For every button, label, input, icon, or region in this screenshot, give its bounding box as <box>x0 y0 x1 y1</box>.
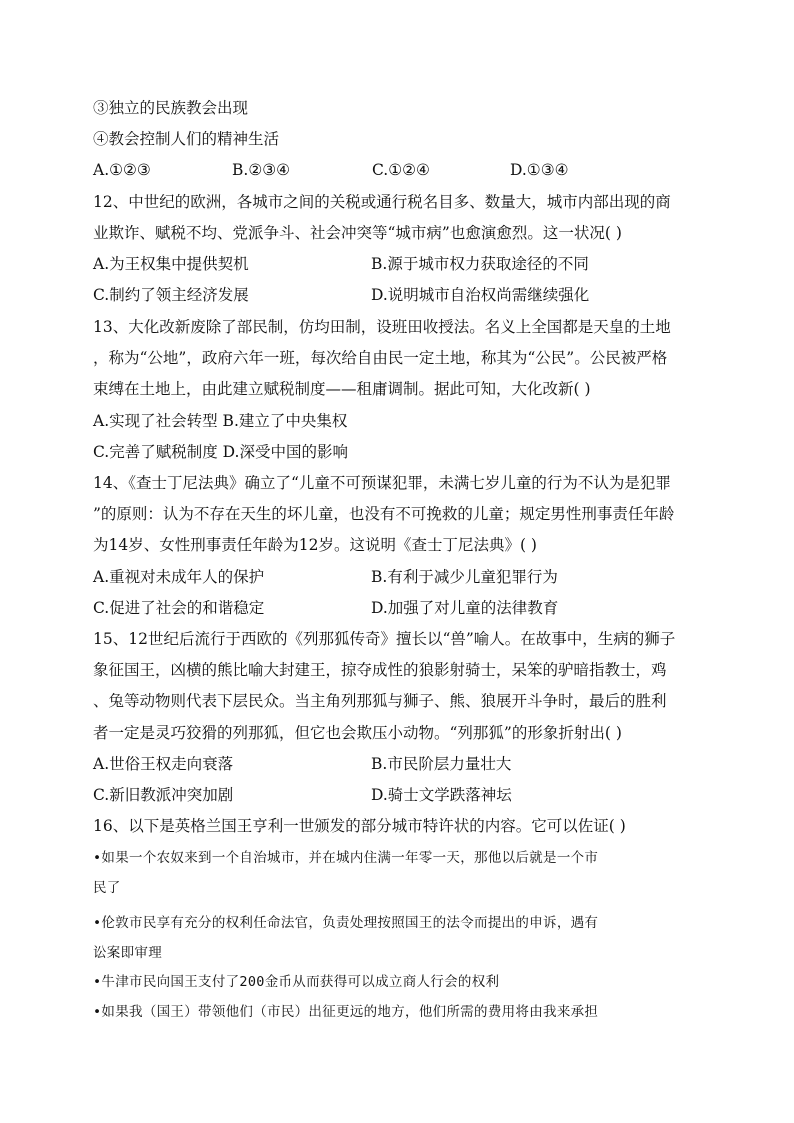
q15-options-row-1 <box>93 753 693 775</box>
q16-quote-1-line-1: •如果一个农奴来到一个自治城市，并在城内住满一年零一天，那他以后就是一个市 <box>93 850 599 866</box>
q11-option-c[interactable]: C.①②④ <box>372 161 430 179</box>
q14-option-c[interactable]: C.促进了社会的和谐稳定 <box>93 599 265 617</box>
q12-options-row-2 <box>93 284 693 306</box>
q11-option-d[interactable]: D.①③④ <box>510 161 569 179</box>
q14-options-row-1 <box>93 566 693 588</box>
q14-options-row-2 <box>93 597 693 619</box>
q11-statement-3: ③独立的民族教会出现 <box>93 99 249 117</box>
q15-stem-line-2: 象征国王，凶横的熊比喻大封建王，掠夺成性的狼影射骑士，呆笨的驴暗指教士，鸡 <box>93 661 667 679</box>
q15-option-a[interactable]: A.世俗王权走向衰落 <box>93 755 234 773</box>
q13-options-row-2[interactable]: C.完善了赋税制度 D.深受中国的影响 <box>93 443 348 461</box>
q15-option-d[interactable]: D.骑士文学跌落神坛 <box>371 786 512 804</box>
q14-stem-line-2: ”的原则：认为不存在天生的坏儿童，也没有不可挽救的儿童；规定男性刑事责任年龄 <box>93 505 675 523</box>
q14-stem-line-1: 14、《查士丁尼法典》确立了“儿童不可预谋犯罪，未满七岁儿童的行为不认为是犯罪 <box>93 474 671 492</box>
q13-stem-line-1: 13、大化改新废除了部民制，仿均田制，设班田收授法。名义上全国都是天皇的土地 <box>93 318 671 336</box>
q12-option-c[interactable]: C.制约了领主经济发展 <box>93 286 249 304</box>
q16-quote-1-line-2: 民了 <box>93 880 121 896</box>
q16-quote-3: •牛津市民向国王支付了200金币从而获得可以成立商人行会的权利 <box>93 974 500 990</box>
q12-stem-line-2: 业欺诈、赋税不均、党派争斗、社会冲突等“城市病”也愈演愈烈。这一状况( ) <box>93 224 622 242</box>
q12-options-row-1 <box>93 253 693 275</box>
q14-option-d[interactable]: D.加强了对儿童的法律教育 <box>371 599 559 617</box>
q13-stem-line-2: ，称为“公地”，政府六年一班，每次给自由民一定土地，称其为“公民”。公民被严格 <box>93 349 668 367</box>
q13-stem-line-3: 束缚在土地上，由此建立赋税制度——租庸调制。据此可知，大化改新( ) <box>93 380 591 398</box>
q12-stem-line-1: 12、中世纪的欧洲，各城市之间的关税或通行税名目多、数量大，城市内部出现的商 <box>93 193 671 211</box>
q14-option-a[interactable]: A.重视对未成年人的保护 <box>93 568 265 586</box>
q13-options-row-1[interactable]: A.实现了社会转型 B.建立了中央集权 <box>93 412 348 430</box>
q12-option-a[interactable]: A.为王权集中提供契机 <box>93 255 249 273</box>
q14-option-b[interactable]: B.有利于减少儿童犯罪行为 <box>371 568 558 586</box>
q15-stem-line-1: 15、12世纪后流行于西欧的《列那狐传奇》擅长以“兽”喻人。在故事中，生病的狮子 <box>93 630 676 648</box>
q15-stem-line-3: 、兔等动物则代表下层民众。当主角列那狐与狮子、熊、狼展开斗争时，最后的胜利 <box>93 692 667 710</box>
q11-option-a[interactable]: A.①②③ <box>93 161 151 179</box>
q11-options <box>93 159 693 181</box>
q15-option-b[interactable]: B.市民阶层力量壮大 <box>371 755 512 773</box>
q16-stem: 16、以下是英格兰国王亨利一世颁发的部分城市特许状的内容。它可以佐证( ) <box>93 817 626 835</box>
q15-stem-line-4: 者一定是灵巧狡猾的列那狐，但它也会欺压小动物。“列那狐”的形象折射出( ) <box>93 724 622 742</box>
q11-option-b[interactable]: B.②③④ <box>232 161 291 179</box>
q16-quote-4: •如果我（国王）带领他们（市民）出征更远的地方，他们所需的费用将由我来承担 <box>93 1004 599 1020</box>
q16-quote-2-line-1: •伦敦市民享有充分的权利任命法官，负责处理按照国王的法令而提出的申诉，遇有 <box>93 915 599 931</box>
q16-quote-2-line-2: 讼案即审理 <box>93 945 162 961</box>
q14-stem-line-3: 为14岁、女性刑事责任年龄为12岁。这说明《查士丁尼法典》( ) <box>93 536 537 554</box>
q15-option-c[interactable]: C.新旧教派冲突加剧 <box>93 786 234 804</box>
q15-options-row-2 <box>93 784 693 806</box>
q12-option-b[interactable]: B.源于城市权力获取途径的不同 <box>371 255 589 273</box>
q12-option-d[interactable]: D.说明城市自治权尚需继续强化 <box>371 286 590 304</box>
q11-statement-4: ④教会控制人们的精神生活 <box>93 130 280 148</box>
